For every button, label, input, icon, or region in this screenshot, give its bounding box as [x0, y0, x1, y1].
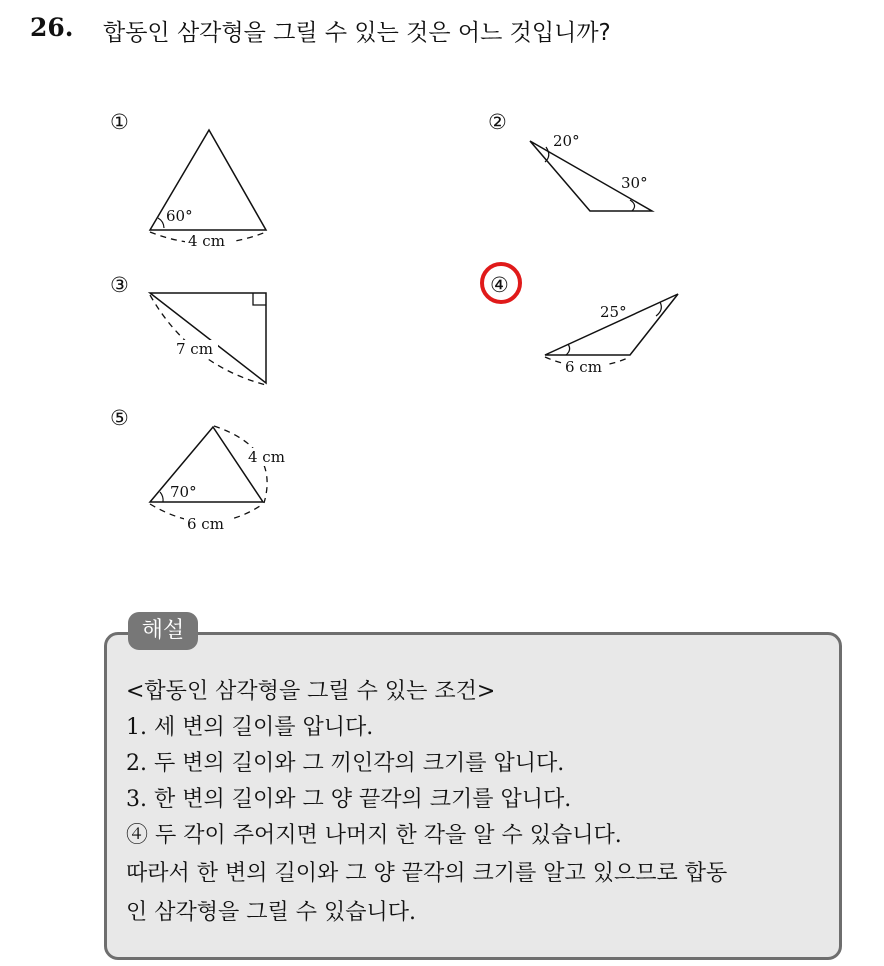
choice-4-marker: ④ — [490, 273, 509, 297]
solution-line-6: 따라서 한 변의 길이와 그 양 끝각의 크기를 알고 있으므로 합동 — [126, 861, 728, 886]
solution-line-3: 2. 두 변의 길이와 그 끼인각의 크기를 압니다. — [126, 751, 565, 776]
choice-4-length: 6 cm — [565, 358, 602, 376]
angle-arc-5 — [160, 492, 163, 502]
choice-2-angle-b: 30° — [621, 174, 648, 192]
choice-4[interactable] — [482, 264, 678, 376]
solution-line-7: 인 삼각형을 그릴 수 있습니다. — [126, 900, 416, 925]
angle-arc-1 — [158, 218, 164, 228]
solution-line-4: 3. 한 변의 길이와 그 양 끝각의 크기를 압니다. — [126, 787, 572, 812]
choice-2[interactable] — [488, 110, 652, 211]
solution-line-5: ④ 두 각이 주어지면 나머지 한 각을 알 수 있습니다. — [126, 823, 622, 848]
question-number: 26. — [30, 13, 74, 42]
question-text: 합동인 삼각형을 그릴 수 있는 것은 어느 것입니까? — [103, 20, 611, 46]
choice-5-marker: ⑤ — [110, 406, 129, 430]
angle-arc-2b — [630, 200, 635, 211]
choice-3-length: 7 cm — [176, 340, 213, 358]
choice-2-marker: ② — [488, 110, 507, 134]
choice-2-angle-a: 20° — [553, 132, 580, 150]
right-angle-mark — [253, 293, 266, 305]
triangle-3 — [150, 293, 266, 383]
choice-5-length-a: 4 cm — [248, 448, 285, 466]
choice-1-angle: 60° — [166, 207, 193, 225]
choice-5-angle: 70° — [170, 483, 197, 501]
triangle-5 — [150, 427, 263, 502]
choice-3-marker: ③ — [110, 273, 129, 297]
choice-3[interactable] — [110, 273, 266, 385]
choice-1-marker: ① — [110, 110, 129, 134]
solution-tag: 해설 — [128, 612, 198, 650]
choice-1-length: 4 cm — [188, 232, 225, 250]
solution-line-2: 1. 세 변의 길이를 압니다. — [126, 715, 374, 740]
choice-5[interactable] — [110, 406, 291, 533]
choice-1[interactable] — [110, 110, 266, 250]
solution-line-1: <합동인 삼각형을 그릴 수 있는 조건> — [126, 679, 496, 704]
choice-5-length-b: 6 cm — [187, 515, 224, 533]
choice-4-angle: 25° — [600, 303, 627, 321]
